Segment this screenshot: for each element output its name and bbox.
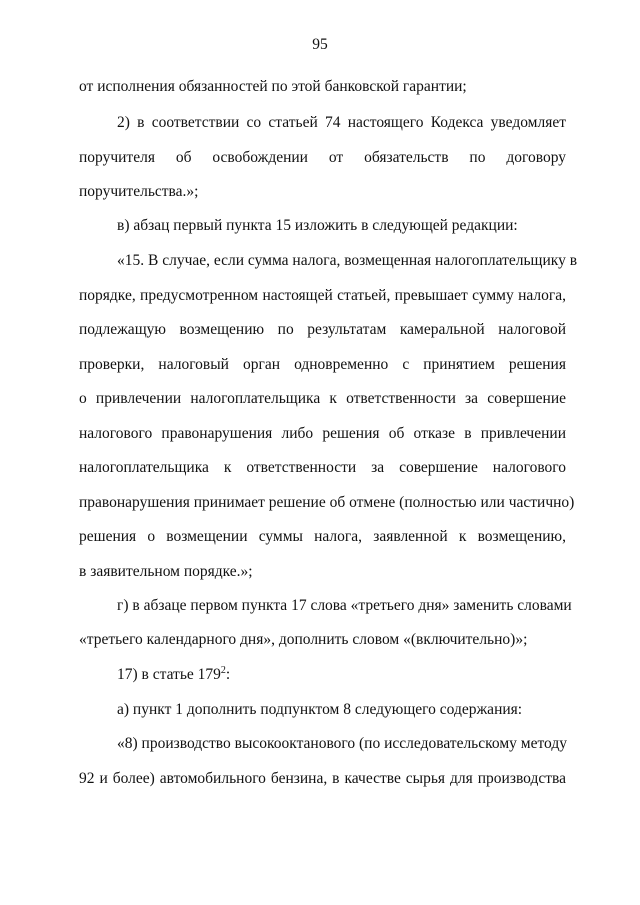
text-line: подлежащую возмещению по результатам камеральной налоговой xyxy=(79,321,566,338)
text-fragment: : xyxy=(225,666,231,683)
text-line: налогоплательщика к ответственности за совершение налогового xyxy=(79,459,566,476)
superscript: 2 xyxy=(220,664,226,676)
text-line xyxy=(117,665,566,685)
text-line: «третьего календарного дня», дополнить словом «(включительно)»; xyxy=(79,631,528,648)
text-line: от исполнения обязанностей по этой банковской гарантии; xyxy=(79,78,467,95)
text-line: «8) производство высокооктанового (по исследовательскому методу xyxy=(117,735,567,752)
text-line: поручителя об освобождении от обязательств по договору xyxy=(79,149,566,166)
text-line: проверки, налоговый орган одновременно с принятием решения xyxy=(79,356,566,373)
text-line: в заявительном порядке.»; xyxy=(79,563,253,580)
text-fragment: 17) в статье 179 xyxy=(117,666,221,683)
text-line: г) в абзаце первом пункта 17 слова «третьего дня» заменить словами xyxy=(117,597,572,614)
text-line: поручительства.»; xyxy=(79,183,199,200)
page-number: 95 xyxy=(312,36,328,53)
text-line: о привлечении налогоплательщика к ответственности за совершение xyxy=(79,390,566,407)
text-line: налогового правонарушения либо решения об отказе в привлечении xyxy=(79,425,566,442)
text-line: решения о возмещении суммы налога, заявленной к возмещению, xyxy=(79,528,566,545)
text-line: в) абзац первый пункта 15 изложить в следующей редакции: xyxy=(117,217,518,234)
text-line: порядке, предусмотренном настоящей статьей, превышает сумму налога, xyxy=(79,287,566,304)
text-line: «15. В случае, если сумма налога, возмещенная налогоплательщику в xyxy=(117,252,578,269)
text-line: правонарушения принимает решение об отмене (полностью или частично) xyxy=(79,494,575,511)
text-line: 92 и более) автомобильного бензина, в качестве сырья для производства xyxy=(79,770,566,787)
text-line: а) пункт 1 дополнить подпунктом 8 следующего содержания: xyxy=(117,701,523,718)
text-line: 2) в соответствии со статьей 74 настоящего Кодекса уведомляет xyxy=(117,114,566,131)
